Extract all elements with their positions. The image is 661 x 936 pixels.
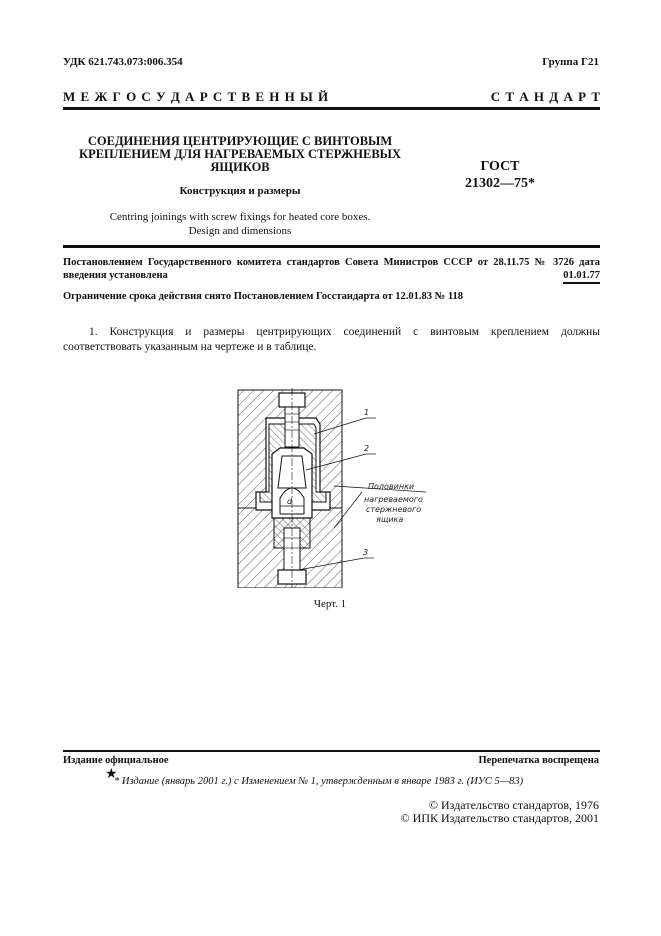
document-title — [70, 135, 410, 174]
note-line-3: стержневого — [366, 505, 422, 514]
decree-block — [63, 256, 600, 282]
title-rule — [63, 245, 600, 248]
effective-date: 01.01.77 — [563, 269, 600, 284]
reprint-notice: Перепечатка воспрещена — [478, 755, 599, 766]
figure-caption: Черт. 1 — [313, 598, 347, 610]
english-title-line-1: Centring joinings with screw fixings for heated core boxes. — [109, 211, 371, 223]
english-title — [70, 210, 410, 238]
gost-label: ГОСТ — [480, 159, 520, 174]
copyright-2001: © ИПК Издательство стандартов, 2001 — [400, 811, 599, 825]
english-title-line-2: Design and dimensions — [188, 225, 292, 237]
group-code: Группа Г21 — [542, 56, 599, 68]
gost-number: 21302—75* — [465, 176, 535, 191]
footer-rule — [63, 750, 600, 752]
udk-code: УДК 621.743.073:006.354 — [63, 56, 183, 68]
title-line-1: СОЕДИНЕНИЯ ЦЕНТРИРУЮЩИЕ С ВИНТОВЫМ — [87, 134, 393, 148]
official-edition: Издание официальное — [63, 755, 169, 766]
decree-text: Постановлением Государственного комитета стандартов Совета Министров СССР от 28.11.75 № 3726 дата введения установлена — [63, 257, 600, 281]
gost-designation — [440, 158, 560, 192]
callout-1: 1 — [364, 408, 370, 417]
banner-right: С Т А Н Д А Р Т — [490, 89, 600, 104]
callout-2: 2 — [364, 444, 370, 453]
paragraph-1: 1. Конструкция и размеры центрирующих соединений с винтовым креплением должны соответствовать указанным на чертеже и в таблице. — [63, 326, 600, 353]
dimension-d-label: d — [287, 497, 293, 506]
note-line-2: нагреваемого — [364, 495, 423, 504]
star-icon: ★ — [105, 767, 118, 782]
callout-3: 3 — [363, 548, 369, 557]
note-line-4: ящика — [376, 515, 404, 524]
copyright-1976: © Издательство стандартов, 1976 — [428, 798, 599, 812]
banner-left: М Е Ж Г О С У Д А Р С Т В Е Н Н Ы Й — [63, 89, 329, 104]
header-rule — [63, 107, 600, 110]
standard-banner — [63, 89, 600, 105]
title-line-3: ЯЩИКОВ — [210, 160, 270, 174]
document-subtitle: Конструкция и размеры — [179, 185, 301, 197]
title-line-2: КРЕПЛЕНИЕМ ДЛЯ НАГРЕВАЕМЫХ СТЕРЖНЕВЫХ — [79, 147, 401, 161]
edition-footnote: * Издание (январь 2001 г.) с Изменением № 1, утвержденным в январе 1983 г. (ИУС 5—83) — [114, 776, 524, 787]
note-line-1: Половинки — [368, 482, 415, 491]
limitation-note: Ограничение срока действия снято Постановлением Госстандарта от 12.01.83 № 118 — [63, 291, 463, 302]
centering-joint-drawing — [236, 388, 436, 588]
drawing-figure — [236, 388, 436, 588]
